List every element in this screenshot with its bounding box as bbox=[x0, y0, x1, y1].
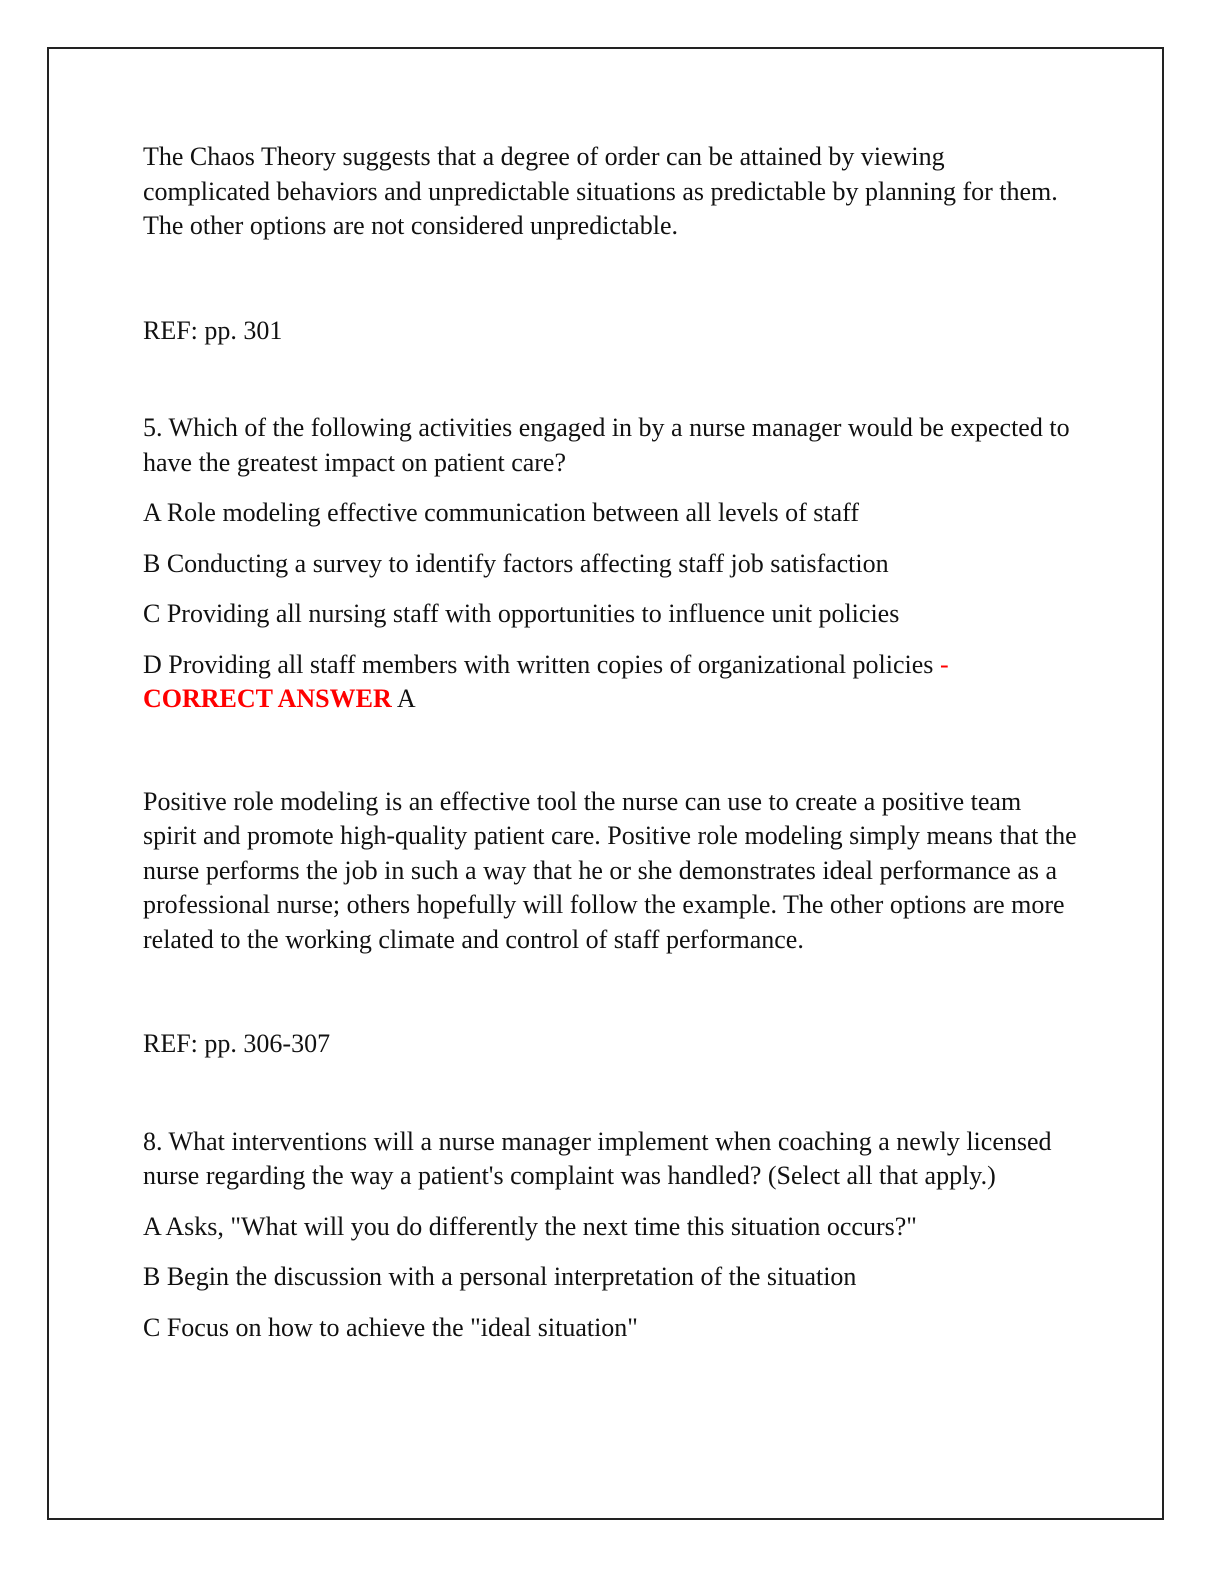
chaos-theory-explanation: The Chaos Theory suggests that a degree of order can be attained by viewing complicated behaviors and unpredictable situations as predictable by planning for them. The other options are not considered unpredictable. bbox=[143, 142, 1058, 240]
correct-answer-label: CORRECT ANSWER bbox=[143, 684, 392, 713]
question-8-option-c: C Focus on how to achieve the "ideal situation" bbox=[143, 1312, 638, 1342]
question-5-option-c: C Providing all nursing staff with opportunities to influence unit policies bbox=[143, 599, 900, 628]
question-5-option-b: B Conducting a survey to identify factors affecting staff job satisfaction bbox=[143, 548, 889, 578]
correct-answer-value: A bbox=[391, 684, 416, 713]
document-body bbox=[143, 140, 1078, 1345]
question-8-option-b: B Begin the discussion with a personal interpretation of the situation bbox=[143, 1262, 857, 1291]
question-5-explanation: Positive role modeling is an effective tool the nurse can use to create a positive team spirit and promote high-quality patient care. Positive role modeling simply means that the nurse performs the job in such a way that he or she demonstrates ideal performance as a professional nurse; others hopefully will follow the example. The other options are more related to the working climate and control of staff performance. bbox=[143, 786, 1077, 954]
reference-301: REF: pp. 301 bbox=[143, 315, 283, 345]
answer-separator-dash: - bbox=[933, 649, 949, 679]
reference-306-307: REF: pp. 306-307 bbox=[143, 1029, 331, 1058]
question-5: 5. Which of the following activities engaged in by a nurse manager would be expected to have the greatest impact on patient care? bbox=[143, 413, 1070, 477]
question-5-option-d-text: D Providing all staff members with written copies of organizational policies bbox=[143, 649, 934, 679]
question-8-option-a: A Asks, "What will you do differently the next time this situation occurs?" bbox=[143, 1211, 917, 1241]
question-5-option-d bbox=[143, 648, 1078, 717]
question-8: 8. What interventions will a nurse manager implement when coaching a newly licensed nurse regarding the way a patient's complaint was handled? (Select all that apply.) bbox=[143, 1126, 1052, 1190]
question-5-option-a: A Role modeling effective communication between all levels of staff bbox=[143, 498, 859, 527]
